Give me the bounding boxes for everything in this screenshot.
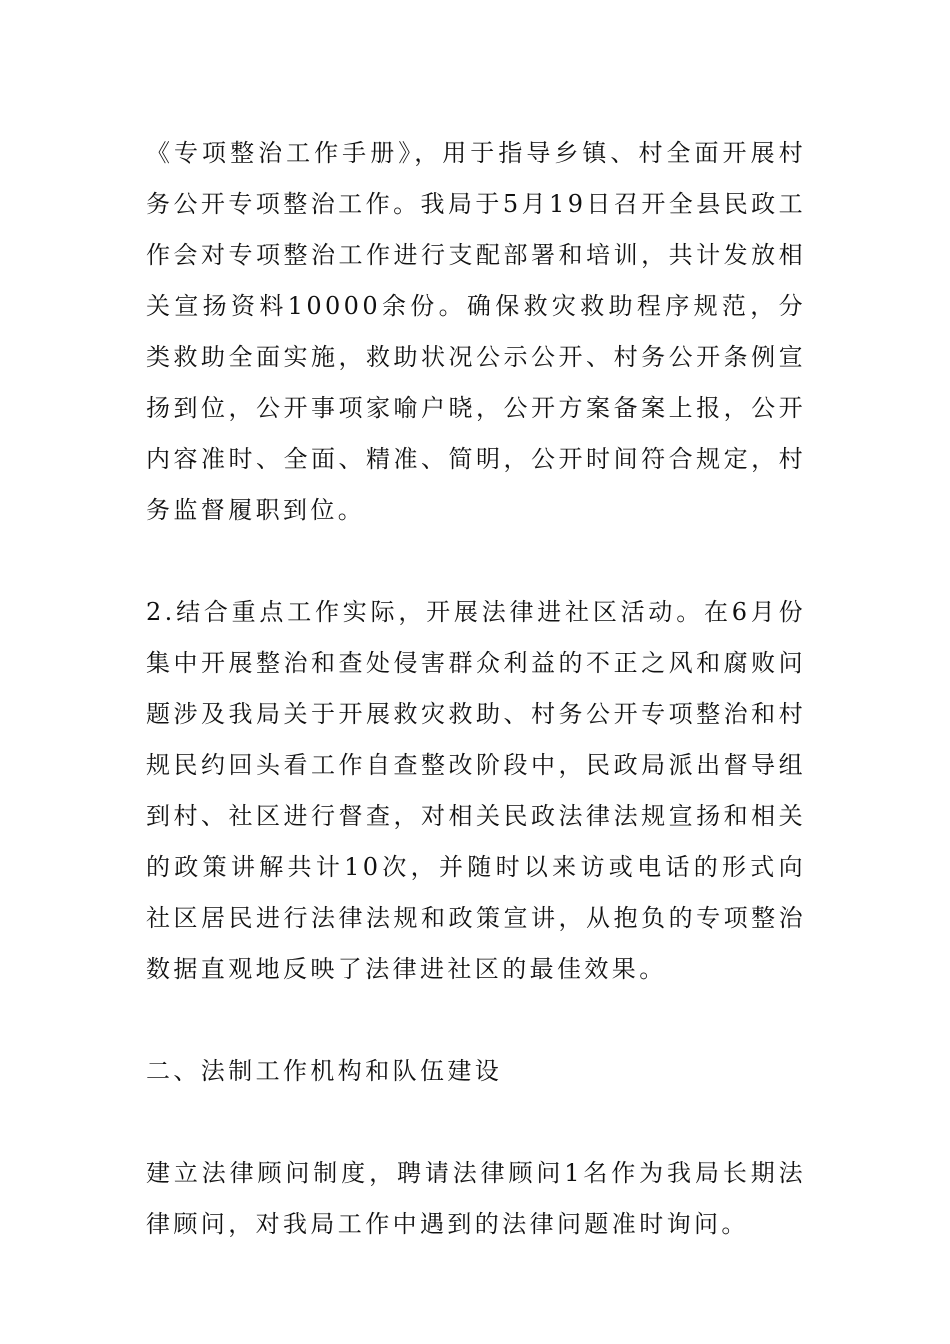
paragraph-law-into-community: 2.结合重点工作实际，开展法律进社区活动。在6月份集中开展整治和查处侵害群众利益的不正之风和腐败问题涉及我局关于开展救灾救助、村务公开专项整治和村规民约回头看工作自查整改阶段中，民政局派出督导组到村、社区进行督查，对相关民政法律法规宣扬和相关的政策讲解共计10次，并随时以来访或电话的形式向社区居民进行法律法规和政策宣讲，从抱负的专项整治数据直观地反映了法律进社区的最佳效果。 xyxy=(146,598,806,983)
document-body xyxy=(146,128,806,1250)
section-heading-legal-institution: 二、法制工作机构和队伍建设 xyxy=(146,1057,503,1085)
paragraph-legal-advisor-system: 建立法律顾问制度，聘请法律顾问1名作为我局长期法律顾问，对我局工作中遇到的法律问题准时询问。 xyxy=(146,1159,806,1238)
paragraph-village-affairs-rectification: 《专项整治工作手册》，用于指导乡镇、村全面开展村务公开专项整治工作。我局于5月19日召开全县民政工作会对专项整治工作进行支配部署和培训，共计发放相关宣扬资料10000余份。确保救灾救助程序规范，分类救助全面实施，救助状况公示公开、村务公开条例宣扬到位，公开事项家喻户晓，公开方案备案上报，公开内容准时、全面、精准、简明，公开时间符合规定，村务监督履职到位。 xyxy=(146,139,806,524)
